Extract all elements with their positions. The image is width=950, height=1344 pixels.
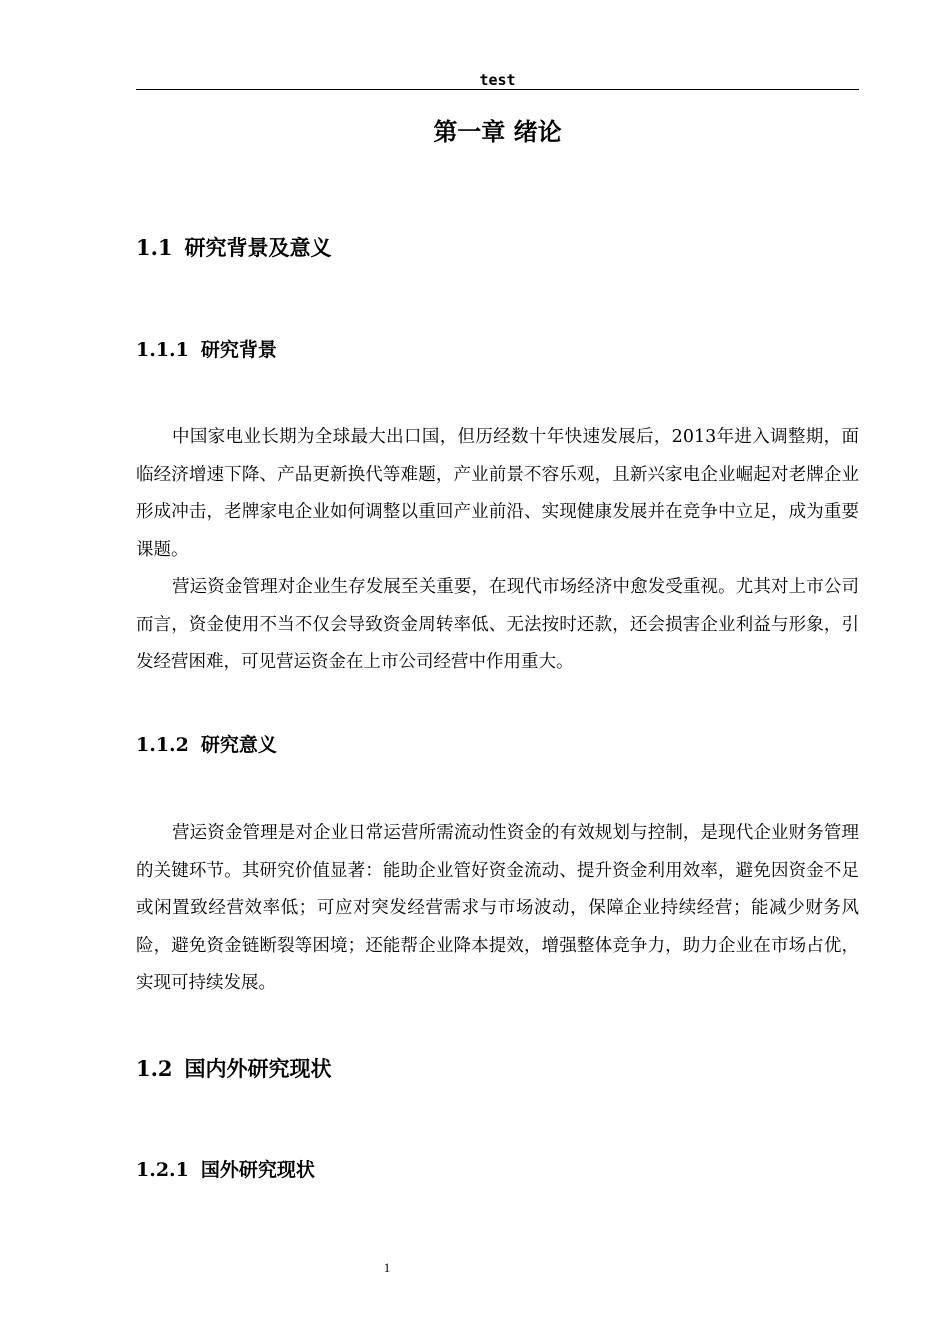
section-number: 1.2.1 <box>136 1159 189 1181</box>
section-title: 研究背景 <box>200 339 277 361</box>
section-title: 国内外研究现状 <box>184 1057 332 1081</box>
section-heading-1-1-1 <box>136 337 277 363</box>
chapter-title: 第一章 绪论 <box>433 118 562 146</box>
section-number: 1.2 <box>136 1056 173 1081</box>
section-number: 1.1.2 <box>136 734 189 756</box>
section-title: 国外研究现状 <box>200 1159 315 1181</box>
section-number: 1.1.1 <box>136 339 189 361</box>
section-heading-1-2 <box>136 1055 332 1083</box>
paragraph-background-2: 营运资金管理对企业生存发展至关重要，在现代市场经济中愈发受重视。尤其对上市公司而言，资金使用不当不仅会导致资金周转率低、无法按时还款，还会损害企业利益与形象，引发经营困难，可见营运资金在上市公司经营中作用重大。 <box>136 577 859 672</box>
section-title: 研究意义 <box>200 734 277 756</box>
section-number: 1.1 <box>136 235 173 260</box>
header-rule <box>136 89 859 90</box>
paragraph-background-1: 中国家电业长期为全球最大出口国，但历经数十年快速发展后，2013年进入调整期，面临经济增速下降、产品更新换代等难题，产业前景不容乐观，且新兴家电企业崛起对老牌企业形成冲击，老牌家电企业如何调整以重回产业前沿、实现健康发展并在竞争中立足，成为重要课题。 <box>136 427 859 560</box>
running-header: test <box>479 71 516 89</box>
section-heading-1-1-2 <box>136 732 277 758</box>
section-title: 研究背景及意义 <box>184 236 332 260</box>
section-heading-1-1 <box>136 234 332 262</box>
section-heading-1-2-1 <box>136 1157 315 1183</box>
page-number: 1 <box>383 1260 391 1275</box>
paragraph-significance: 营运资金管理是对企业日常运营所需流动性资金的有效规划与控制，是现代企业财务管理的关键环节。其研究价值显著：能助企业管好资金流动、提升资金利用效率，避免因资金不足或闲置致经营效率低；可应对突发经营需求与市场波动，保障企业持续经营；能减少财务风险，避免资金链断裂等困境；还能帮企业降本提效，增强整体竞争力，助力企业在市场占优，实现可持续发展。 <box>136 823 859 993</box>
